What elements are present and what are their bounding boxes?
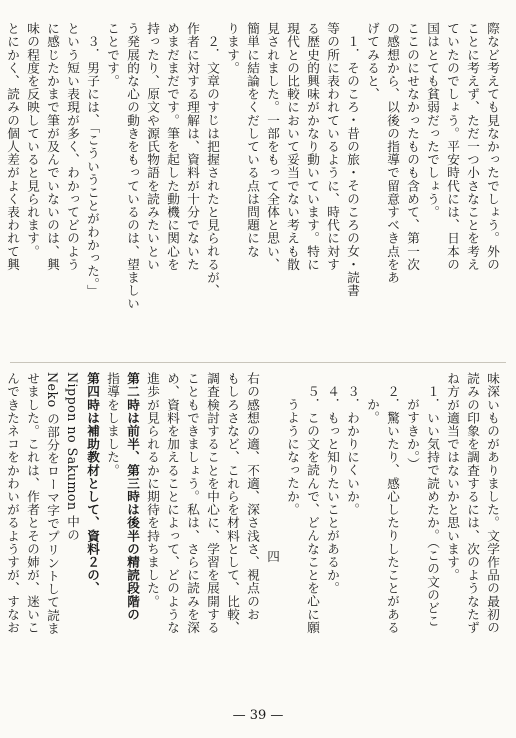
text-line: うようになったか。	[285, 398, 300, 516]
text-line: 味深いものがありました。文学作品の最初の	[485, 372, 500, 634]
text-line: め、資料を加えることによって、どのような	[165, 372, 180, 634]
text-line: 現代との比較において妥当でない考えも散	[285, 22, 300, 271]
text-line: 持ったり、原文や源氏物語を読みたいとい	[145, 22, 160, 271]
text-line: う発展的な心の動きをもっているのは、望ましい	[125, 22, 140, 311]
text-line: ります。	[225, 22, 240, 75]
text-line: 際など考えても見なかったでしょう。外の	[485, 22, 500, 271]
text-line: 見されました。一部をもって全体と思い、	[265, 22, 280, 271]
text-line: 進歩が見られるかに期待を持ちました。	[145, 372, 160, 608]
text-line: に感じたかまで筆が及んでいないのは、興	[45, 22, 60, 271]
section-divider	[10, 362, 506, 363]
text-line: Neko の部分をローマ字でプリントして読ま	[45, 372, 60, 635]
text-line: 第二時は前半、第三時は後半の精読段階の	[125, 372, 140, 621]
text-line: 等の所に表われているように、時代に対す	[325, 22, 340, 271]
upper-text-block	[5, 22, 502, 352]
text-line: ２．文章のすじは把握されたと見られるが、	[205, 35, 220, 297]
text-line: という短い表現が多く、わかってどのよう	[65, 22, 80, 271]
text-line: Nippon no Sakumon 中の	[65, 372, 80, 542]
text-line: 簡単に結論をくだしている点は問題にな	[245, 22, 260, 258]
text-line: 第四時は補助教材として、資料２の、	[85, 372, 100, 595]
lower-text-block	[5, 372, 502, 702]
text-line: 指導をしました。	[105, 372, 120, 477]
text-line: の感想から、以後の指導で留意すべき点をあ	[385, 22, 400, 284]
text-line: げてみると、	[365, 22, 380, 101]
text-line: 調査検討することを中心に、学習を展開する	[205, 372, 220, 634]
text-line: る歴史的興味がかなり動いています。特に	[305, 22, 320, 271]
text-line: がすきか。）	[405, 398, 420, 471]
text-line: 味の程度を反映していると見られます。	[25, 22, 40, 258]
text-line: もしろさなど、これらを材料として、比較、	[225, 372, 240, 634]
text-line: 作者に対する理解は、資料が十分でないた	[185, 22, 200, 271]
text-line: ５．この文を読んで、どんなことを心に願	[305, 385, 320, 634]
text-line: ことです。	[105, 22, 120, 88]
text-line: ね方が適当ではないかと思います。	[445, 372, 460, 582]
text-line: ３．わかりにくいか。	[345, 385, 360, 516]
page-number: — 39 —	[232, 708, 284, 723]
text-line: ことに考えず、ただ一つ小さなことを考え	[465, 22, 480, 271]
text-line: ３．男子には、「こういうことがわかった。」	[85, 35, 100, 298]
text-line: こともできましょう。私は、さらに読みを深	[185, 372, 200, 634]
text-line: 右の感想の適、不適、深さ浅さ、視点のお	[245, 372, 260, 621]
text-line: んできたネコをかわいがるようすが、すなお	[5, 372, 20, 634]
text-line: １．そのころ・昔の旅・そのころの女・読書	[345, 35, 360, 297]
text-line: 四	[265, 550, 280, 564]
text-line: か。	[365, 398, 380, 425]
text-line: 国はとても貧弱だったでしょう。	[425, 22, 440, 219]
text-line: ここのにせなかったものも含めて、第一次	[405, 22, 420, 271]
text-line: ２．驚いたり、感心したりしたことがある	[385, 385, 400, 634]
text-line: １．いい気持で読めたか。（この文のどこ	[425, 385, 440, 628]
text-line: ていたのでしょう。平安時代には、日本の	[445, 22, 460, 271]
text-line: ４．もっと知りたいことがあるか。	[325, 385, 340, 595]
text-line: めまだまだです。筆を起した動機に関心を	[165, 22, 180, 271]
text-line: とにかく、読みの個人差がよく表われて興	[5, 22, 20, 271]
text-line: 読みの印象を調査するには、次のようなたず	[465, 372, 480, 634]
text-line: せました。これは、作者とその姉が、迷いこ	[25, 372, 40, 634]
